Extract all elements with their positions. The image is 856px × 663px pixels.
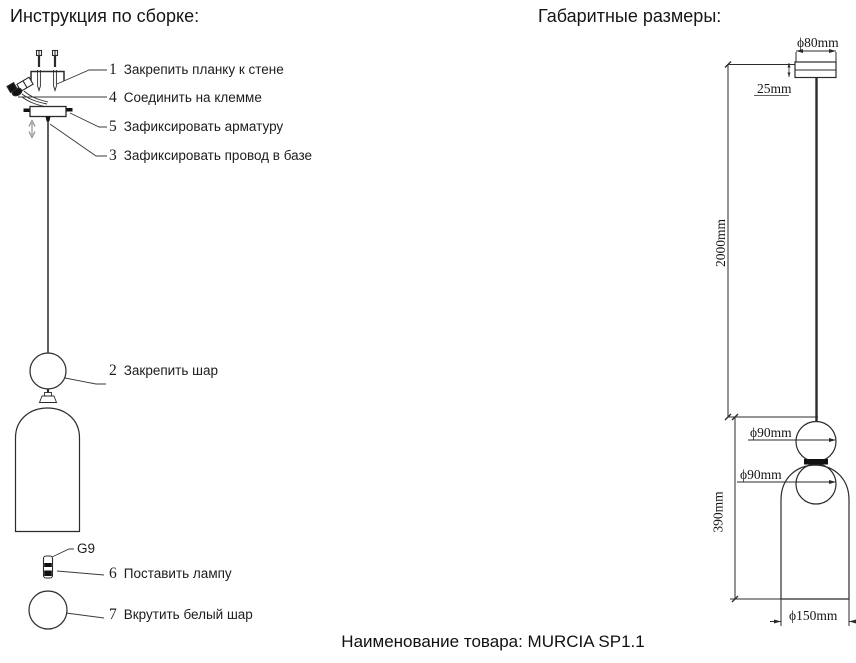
shade-height-label: 390mm [711,491,727,533]
mount-screws-icon [37,51,58,91]
callout-text: Поставить лампу [123,566,232,581]
shade-dome [16,408,80,532]
white-ball [29,591,67,629]
callout-step-5 [109,118,283,136]
callout-number: 3 [109,147,117,164]
callout-number: 2 [109,362,117,379]
callout-step-6 [109,565,232,583]
callout-number: 1 [109,61,117,78]
left-panel-title: Инструкция по сборке: [10,6,200,26]
callout-number: 5 [109,118,117,135]
g9-socket-label: G9 [77,541,96,556]
callout-step-7 [109,606,253,624]
dimension-drawing [725,49,856,626]
cord-length-label: 2000mm [713,218,729,268]
ceiling-plate [24,107,73,122]
callout-step-3 [109,147,312,165]
ball-top-diameter-label: ϕ90mm [750,425,792,440]
callout-number: 7 [109,606,117,623]
shade-outline [781,465,849,599]
callout-text: Соединить на клемме [123,90,262,105]
ball-sphere [30,353,66,389]
callout-text: Вкрутить белый шар [123,607,253,622]
callout-text: Закрепить шар [123,363,218,378]
callout-number: 6 [109,565,117,582]
g9-bulb-icon [44,556,53,578]
mount-bracket [31,72,64,82]
right-panel-title: Габаритные размеры: [538,6,722,26]
sphere-connector [804,459,828,465]
terminal-block [7,77,33,97]
shade-diameter-label: ϕ150mm [789,608,838,623]
callout-text: Зафиксировать провод в базе [123,148,313,163]
sphere-bottom [796,464,836,504]
callout-text: Зафиксировать арматуру [123,119,284,134]
callout-text: Закрепить планку к стене [123,62,284,77]
product-name-label: Наименование товара: MURCIA SP1.1 [341,632,645,651]
callout-step-1 [109,61,284,79]
callout-step-4 [109,89,262,107]
sphere-fitting [40,389,57,403]
canopy [795,62,836,78]
leader-lines [18,70,107,618]
callout-step-2 [109,362,218,380]
dim-shade-height [730,414,781,602]
canopy-height-label: 25mm [757,81,792,96]
canopy-diameter-label: ϕ80mm [797,35,839,50]
dim-cord-length [725,62,818,421]
callout-number: 4 [109,89,117,106]
ball-bottom-diameter-label: ϕ90mm [740,467,782,482]
wires [22,91,48,107]
updown-arrow-icon [29,121,35,138]
